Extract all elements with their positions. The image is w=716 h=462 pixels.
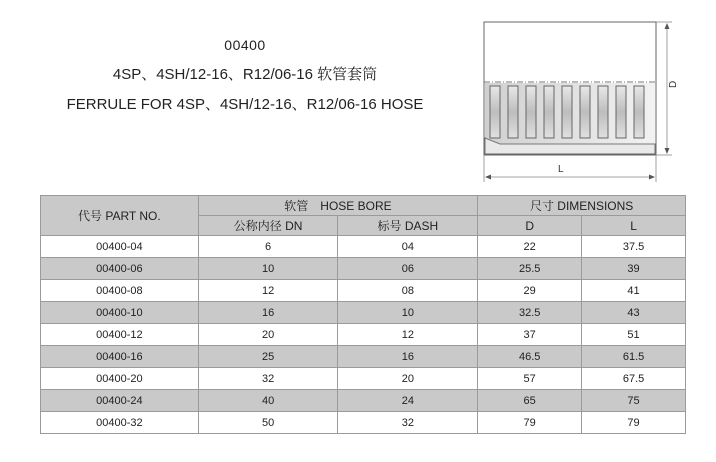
cell-part-no: 00400-10 [41, 302, 199, 324]
cell-part-no: 00400-12 [41, 324, 199, 346]
cell-part-no: 00400-24 [41, 390, 199, 412]
cell-d: 22 [478, 236, 582, 258]
cell-d: 46.5 [478, 346, 582, 368]
cell-dash: 16 [338, 346, 478, 368]
cell-dn: 20 [198, 324, 338, 346]
cell-dn: 32 [198, 368, 338, 390]
cell-dn: 16 [198, 302, 338, 324]
cell-d: 79 [478, 412, 582, 434]
cell-dn: 10 [198, 258, 338, 280]
table-row [41, 346, 686, 368]
title-chinese: 4SP、4SH/12-16、R12/06-16 软管套筒 [112, 66, 378, 83]
cell-d: 37 [478, 324, 582, 346]
table-row [41, 236, 686, 258]
header-dn: 公称内径 DN [198, 216, 338, 236]
title-english: FERRULE FOR 4SP、4SH/12-16、R12/06-16 HOSE [66, 96, 424, 113]
table-row [41, 368, 686, 390]
cell-part-no: 00400-16 [41, 346, 199, 368]
header-d: D [478, 216, 582, 236]
cell-l: 79 [582, 412, 686, 434]
product-code: 00400 [224, 37, 266, 53]
cell-dn: 40 [198, 390, 338, 412]
cell-dash: 08 [338, 280, 478, 302]
title-block [0, 30, 490, 120]
cell-dash: 32 [338, 412, 478, 434]
cell-part-no: 00400-32 [41, 412, 199, 434]
cell-l: 51 [582, 324, 686, 346]
cell-l: 41 [582, 280, 686, 302]
dim-l-label: L [558, 164, 564, 175]
cell-part-no: 00400-20 [41, 368, 199, 390]
cell-dash: 06 [338, 258, 478, 280]
cell-l: 37.5 [582, 236, 686, 258]
cell-dash: 20 [338, 368, 478, 390]
cell-d: 57 [478, 368, 582, 390]
cell-dash: 24 [338, 390, 478, 412]
cell-part-no: 00400-08 [41, 280, 199, 302]
cell-l: 75 [582, 390, 686, 412]
header-dash: 标号 DASH [338, 216, 478, 236]
cell-part-no: 00400-04 [41, 236, 199, 258]
cell-d: 65 [478, 390, 582, 412]
cell-l: 67.5 [582, 368, 686, 390]
ferrule-drawing [470, 12, 710, 187]
cell-dash: 04 [338, 236, 478, 258]
cell-dn: 25 [198, 346, 338, 368]
cell-l: 43 [582, 302, 686, 324]
table-row [41, 324, 686, 346]
dim-d-label: D [668, 80, 679, 88]
cell-d: 32.5 [478, 302, 582, 324]
cell-dn: 6 [198, 236, 338, 258]
table-row [41, 302, 686, 324]
header-hose-bore: 软管 HOSE BORE [198, 196, 478, 216]
header-dimensions: 尺寸 DIMENSIONS [478, 196, 686, 216]
table-row [41, 412, 686, 434]
dimensions-table [40, 195, 686, 434]
cell-dash: 12 [338, 324, 478, 346]
table-row [41, 280, 686, 302]
cell-part-no: 00400-06 [41, 258, 199, 280]
cell-dn: 50 [198, 412, 338, 434]
cell-d: 29 [478, 280, 582, 302]
cell-dn: 12 [198, 280, 338, 302]
cell-l: 61.5 [582, 346, 686, 368]
header-l: L [582, 216, 686, 236]
cell-dash: 10 [338, 302, 478, 324]
cell-d: 25.5 [478, 258, 582, 280]
table-row [41, 258, 686, 280]
table-row [41, 390, 686, 412]
cell-l: 39 [582, 258, 686, 280]
header-part-no: 代号 PART NO. [41, 196, 199, 236]
